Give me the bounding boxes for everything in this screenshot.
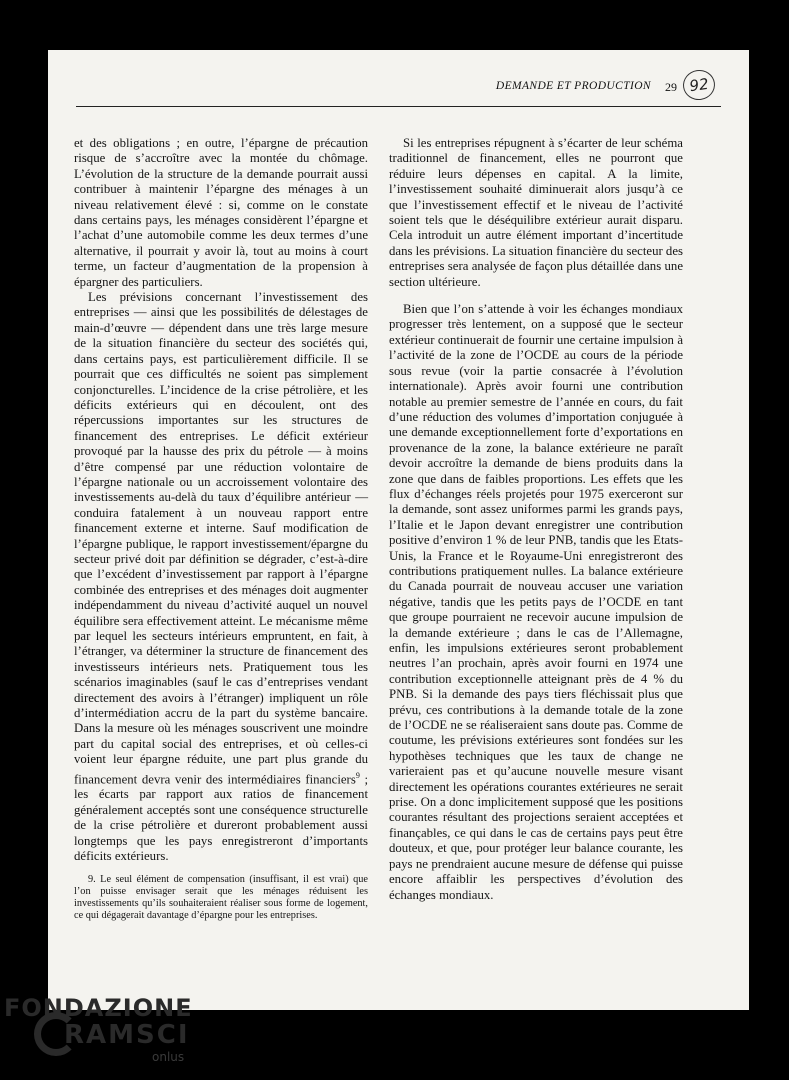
left-paragraph-2 [74,290,368,864]
watermark-line1: FONDAZIONE [4,994,193,1022]
handwritten-page-number: 92 [681,68,717,102]
left-paragraph-2-end: ; les écarts par rapport aux ratios de financement généralement acceptés sont une conséquence structurelle de la crise pétrolière et dureront probablement aussi longtemps que les pays enregistreront d’importants déficits extérieurs. [74,771,368,863]
left-paragraph-2-text: Les prévisions concernant l’investissement des entreprises — ainsi que les possibilités de délestages de main-d’œuvre — dépendent dans une très large mesure de la situation financière du secteur des sociétés qui, dans certains pays, est particulièrement difficile. Il se pourrait que ces difficultés ne soient pas simplement conjoncturelles. L’incidence de la crise pétrolière, et les déficits extérieurs qui en découlent, ont des répercussions importantes sur les structures de financement des entreprises. Le déficit extérieur provoqué par la hausse des prix du pétrole — à moins d’être compensé par une réduction volontaire de l’épargne nationale ou un accroissement volontaire des investissements au-delà du taux d’équilibre antérieur — conduira fatalement à un nouveau rapport entre financement externe et interne. Sauf modification de l’épargne publique, le rapport investissement/épargne du secteur privé doit par définition se dégrader, c’est-à-dire que l’excédent d’investissement par rapport à l’épargne combinée des entreprises et des ménages doit augmenter indépendamment du niveau d’activité auquel un nouvel équilibre sera effectivement atteint. Le mécanisme même par lequel les secteurs intérieurs empruntent, en fait, à l’étranger, va déterminer la structure de financement des investisseurs intérieurs nets. Pratiquement tous les scénarios imaginables (sauf le cas d’entreprises vendant directement des avoirs à l’étranger) impliquent un rôle d’intermédiation accru de la part du système bancaire. Dans la mesure où les ménages souscrivent une moindre part du capital social des entreprises, et où celles-ci voient leur épargne réduite, une part plus grande du financement devra venir des intermédiaires financiers [74,290,368,786]
left-column [74,136,368,922]
header-title: DEMANDE ET PRODUCTION [495,80,651,92]
footnote-ref: 9 [355,770,360,780]
right-paragraph-2: Bien que l’on s’attende à voir les échanges mondiaux progresser très lentement, on a supposé que le secteur extérieur continuerait de fournir une certaine impulsion à l’activité de la zone de l’OCDE au cours de la période sous revue (voir la partie consacrée à l’évolution internationale). Après avoir fourni une contribution notable au premier semestre de l’année en cours, du fait d’une réduction des volumes d’importation conjuguée à une demande exceptionnellement forte d’exportations en provenance de la zone, la balance extérieure ne paraît devoir accroître la demande de biens produits dans la zone que dans de faibles proportions. Les effets que les flux d’échanges réels projetés pour 1975 exerceront sur la demande, sont assez uniformes parmi les grands pays, l’Italie et le Japon devant enregistrer une contribution positive d’environ 1 % de leur PNB, tandis que les Etats-Unis, la France et le Royaume-Uni enregistreront des contributions pratiquement nulles. La balance extérieure du Canada pourrait de nouveau accuser une variation négative, tandis que les petits pays de l’OCDE en tant que groupe pourraient ne recevoir aucune impulsion de la demande extérieure ; dans le cas de l’Allemagne, enfin, les impulsions extérieures seront probablement neutres l’an prochain, après avoir fourni en 1974 une contribution exceptionnelle atteignant près de 4 % du PNB. Si la demande des pays tiers fléchissait plus que prévu, ces contributions à la demande totale de la zone de l’OCDE ne se réaliseraient sans doute pas. Comme de coutume, les prévisions extérieures sont fondées sur les hypothèses techniques que les taux de change ne varieraient pas et qu’aucune nouvelle mesure visant directement les opérations courantes extérieures ne serait prise. On a donc implicitement supposé que les positions courantes résultant des projections seraient acceptées et finançables, ce qui dans le cas de certains pays peut être douteux, et que, pour protéger leur balance courante, les pays ne prendraient aucune mesure de défense qui puisse encore affaiblir les perspectives d’évolution des échanges mondiaux. [389,302,683,902]
footnote: 9. Le seul élément de compensation (insuffisant, il est vrai) que l’on puisse envisager serait que les ménages réduisent les investissements qu’ils souhaiteraient réaliser sous forme de logement, ce qui dégagerait davantage d’épargne pour les entreprises. [74,874,368,921]
document-page [48,50,749,1010]
left-paragraph-1: et des obligations ; en outre, l’épargne de précaution risque de s’accroître avec la montée du chômage. L’évolution de la structure de la demande pourrait aussi contribuer à maintenir l’épargne des ménages à un niveau relativement élevé : si, comme on le constate dans certains pays, les ménages considèrent l’épargne et l’achat d’une automobile comme les deux termes d’une alternative, il pourrait y avoir là, tout au moins à court terme, un facteur d’augmentation de la propension à épargner des particuliers. [74,136,368,289]
right-paragraph-1: Si les entreprises répugnent à s’écarter de leur schéma traditionnel de financement, elles ne pourront que réduire leurs dépenses en capital. A la limite, l’investissement souhaité diminuerait alors jusqu’à ce que l’investissement effectif et le niveau de l’activité soient tels que le déséquilibre extérieur aurait disparu. Cela introduit un autre élément important d’incertitude dans les prévisions. La situation financière du secteur des entreprises sera analysée de façon plus détaillée dans une section ultérieure. [389,136,683,289]
page-number: 29 [665,80,677,94]
watermark-line2: RAMSCI [64,1020,190,1050]
right-column [389,136,683,903]
foundation-watermark-logo [4,990,234,1080]
running-header [76,72,721,107]
watermark-line3: onlus [152,1050,185,1064]
